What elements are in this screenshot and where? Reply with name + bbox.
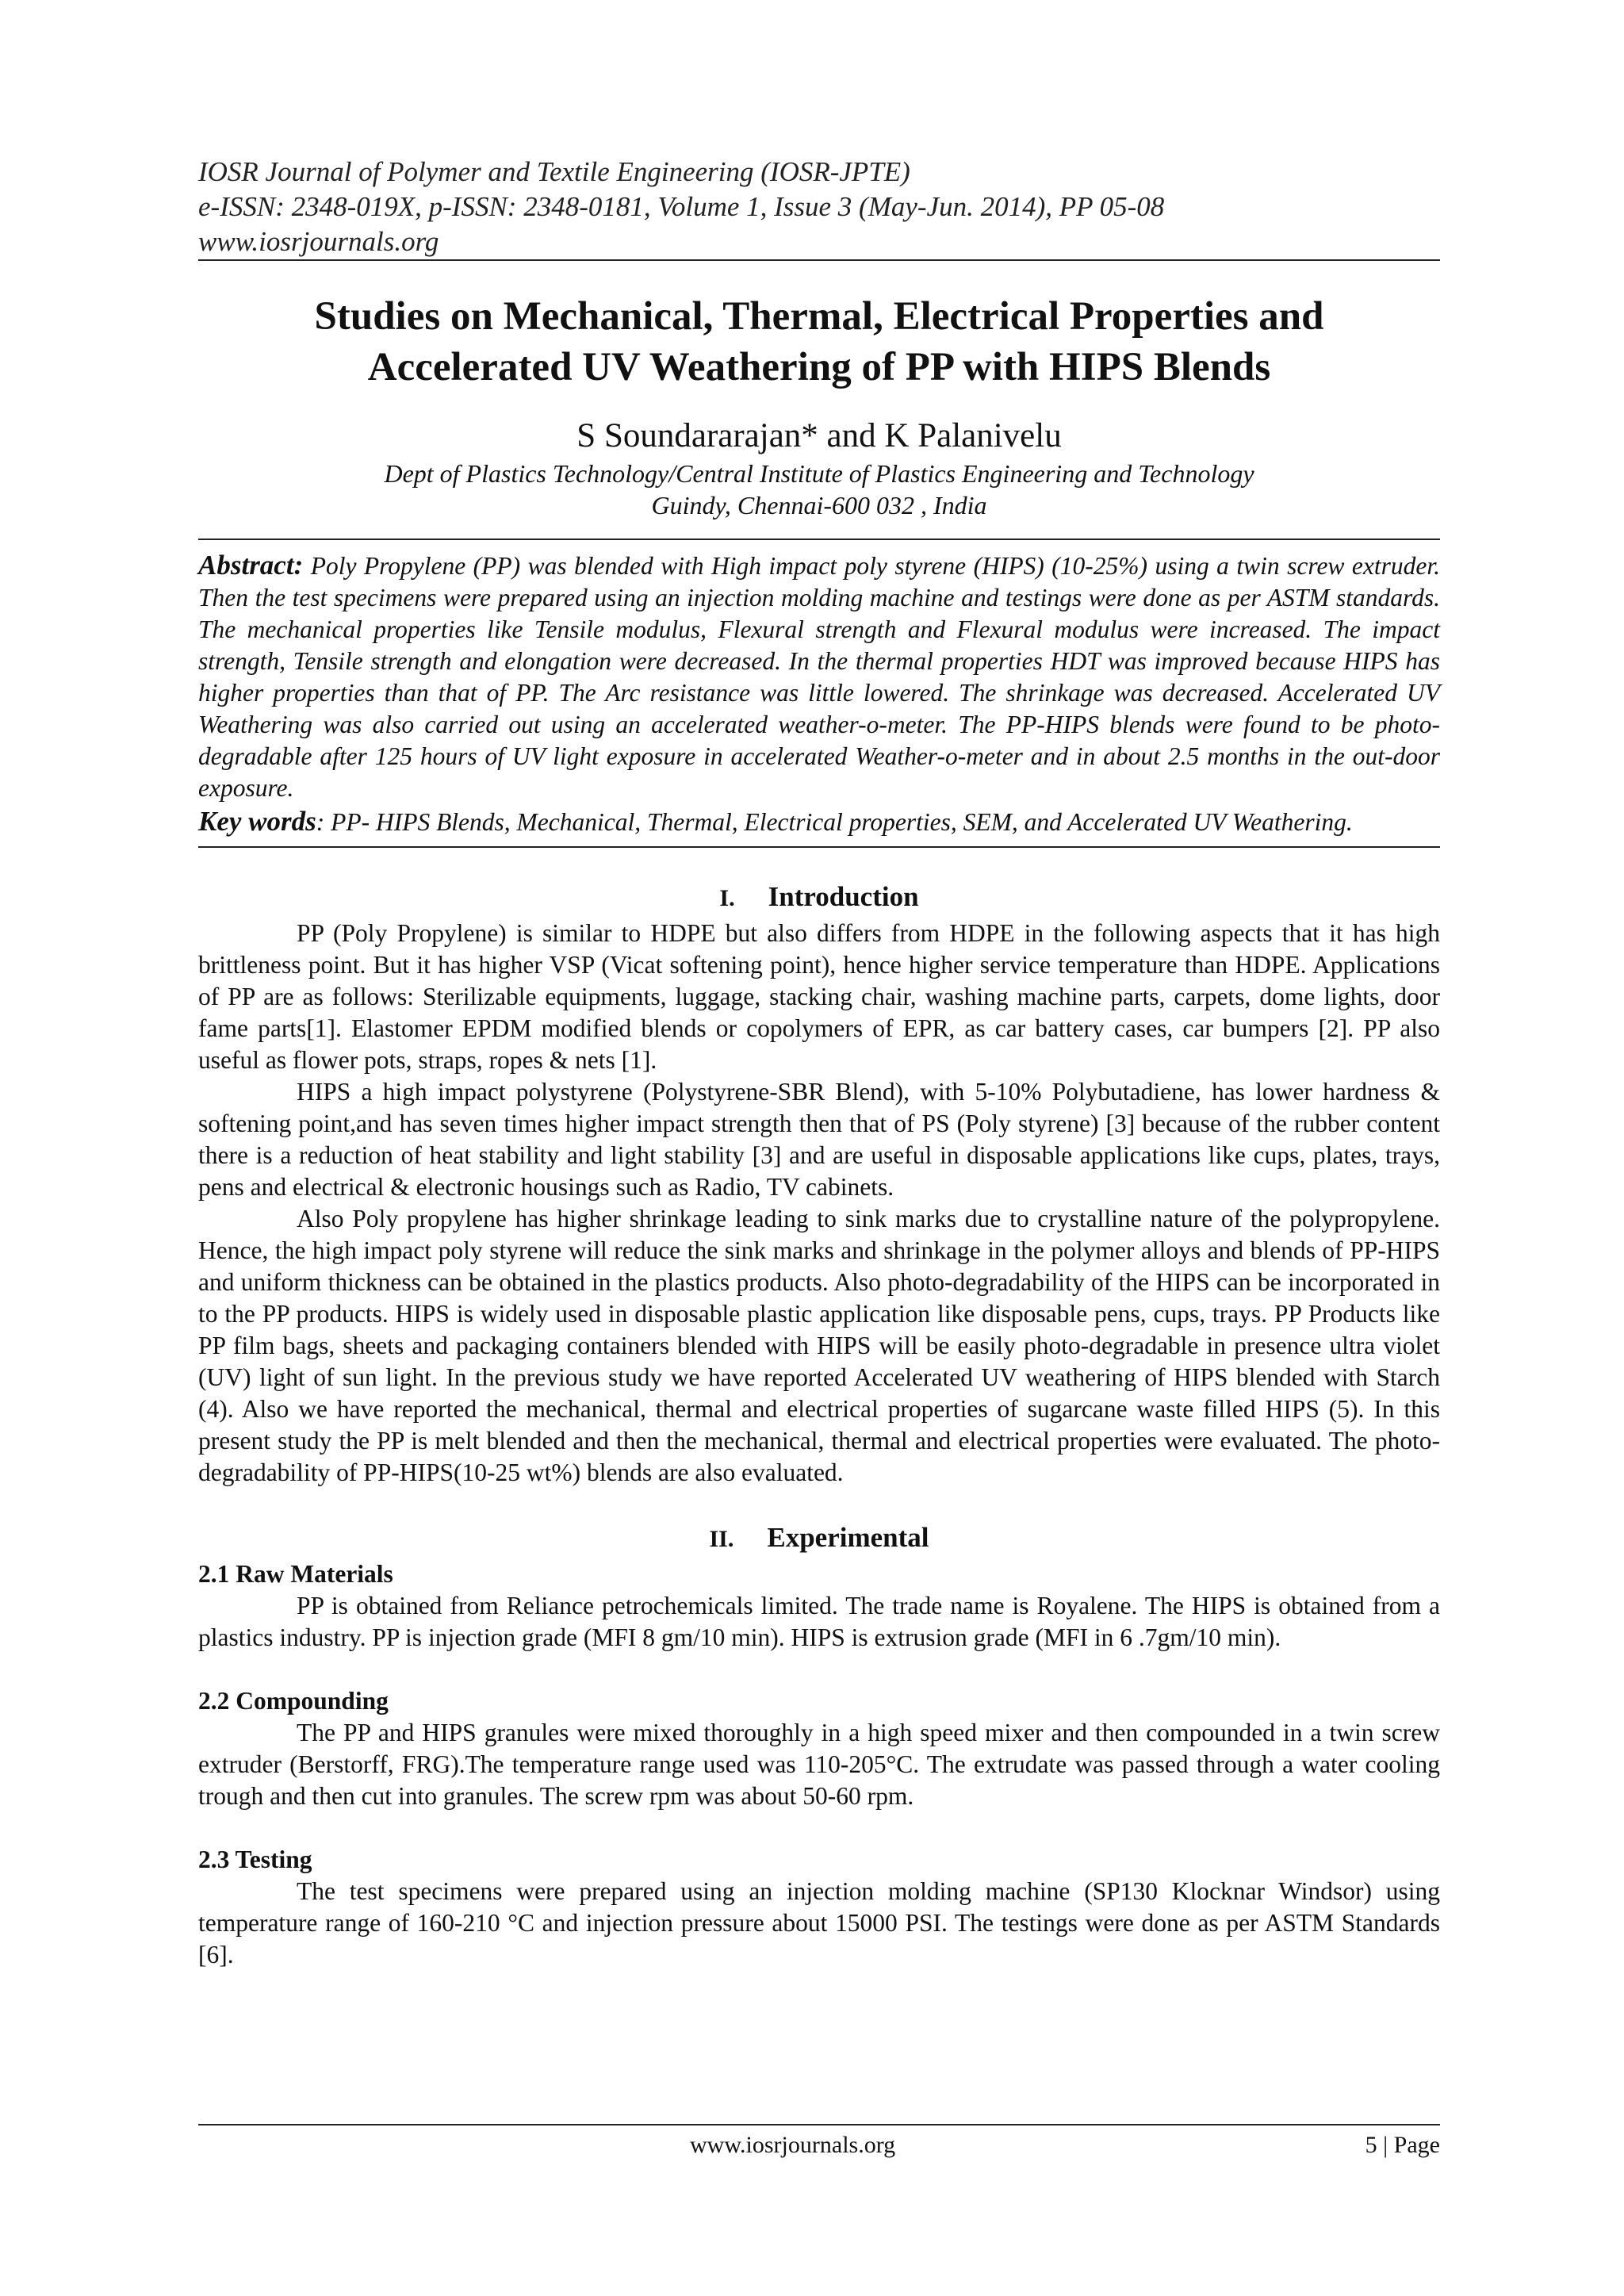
section-title: Experimental	[767, 1522, 929, 1553]
abstract-top-rule	[198, 539, 1440, 540]
abstract-text: Poly Propylene (PP) was blended with High impact poly styrene (HIPS) (10-25%) using a twin screw extruder. Then the test specimens were prepared using an injection molding machine and testings were done as per ASTM standards. The mechanical properties like Tensile modulus, Flexural strength and Flexural modulus were increased. The impact strength, Tensile strength and elongation were decreased. In the thermal properties HDT was improved because HIPS has higher properties than that of PP. The Arc resistance was little lowered. The shrinkage was decreased. Accelerated UV Weathering was also carried out using an accelerated weather-o-meter. The PP-HIPS blends were found to be photo-degradable after 125 hours of UV light exposure in accelerated Weather-o-meter and in about 2.5 months in the out-door exposure.	[198, 552, 1441, 802]
paragraph: The test specimens were prepared using an injection molding machine (SP130 Klocknar Windsor) using temperature range of 160-210 °C and injection pressure about 15000 PSI. The testings were done as per ASTM Standards [6].	[198, 1877, 1440, 1968]
page-number: 5 | Page	[1365, 2132, 1440, 2158]
section-number: I.	[719, 885, 735, 911]
paragraph: The PP and HIPS granules were mixed thoroughly in a high speed mixer and then compounded in a twin screw extruder (Berstorff, FRG).The temperature range used was 110-205°C. The extrudate was passed through a water cooling trough and then cut into granules. The screw rpm was about 50-60 rpm.	[198, 1719, 1440, 1810]
journal-name: IOSR Journal of Polymer and Textile Engineering (IOSR-JPTE)	[198, 156, 910, 187]
section-heading-introduction	[198, 880, 1440, 916]
paragraph: PP (Poly Propylene) is similar to HDPE but also differs from HDPE in the following aspects that it has high brittleness point. But it has higher VSP (Vicat softening point), hence higher service temperature than HDPE. Applications of PP are as follows: Sterilizable equipments, luggage, stacking chair, washing machine parts, carpets, dome lights, door fame parts[1]. Elastomer EPDM modified blends or copolymers of EPR, as car battery cases, car bumpers [2]. PP also useful as flower pots, straps, ropes & nets [1].	[198, 919, 1440, 1074]
footer-url: www.iosrjournals.org	[690, 2132, 896, 2158]
page-footer	[198, 2124, 1440, 2158]
paragraph: HIPS a high impact polystyrene (Polystyrene-SBR Blend), with 5-10% Polybutadiene, has lower hardness & softening point,and has seven times higher impact strength then that of PS (Poly styrene) [3] because of the rubber content there is a reduction of heat stability and light stability [3] and are useful in disposable applications like cups, plates, trays, pens and electrical & electronic housings such as Radio, TV cabinets.	[198, 1078, 1440, 1201]
authors: S Soundararajan* and K Palanivelu	[576, 417, 1062, 454]
journal-issn: e-ISSN: 2348-019X, p-ISSN: 2348-0181, Volume 1, Issue 3 (May-Jun. 2014), PP 05-08	[198, 191, 1165, 222]
spacer	[198, 1654, 1440, 1685]
keywords	[198, 806, 1440, 838]
paragraph: Also Poly propylene has higher shrinkage leading to sink marks due to crystalline nature of the polypropylene. Hence, the high impact poly styrene will reduce the sink marks and shrinkage in the polymer alloys and blends of PP-HIPS and uniform thickness can be obtained in the plastics products. Also photo-degradability of the HIPS can be incorporated in to the PP products. HIPS is widely used in disposable plastic application like disposable pens, cups, trays. PP Products like PP film bags, sheets and packaging containers blended with HIPS will be easily photo-degradable in presence ultra violet (UV) light of sun light. In the previous study we have reported Accelerated UV weathering of HIPS blended with Starch (4). Also we have reported the mechanical, thermal and electrical properties of sugarcane waste filled HIPS (5). In this present study the PP is melt blended and then the mechanical, thermal and electrical properties were evaluated. The photo- degradability of PP-HIPS(10-25 wt%) blends are also evaluated.	[198, 1205, 1440, 1486]
subsection-heading-testing: 2.3 Testing	[198, 1846, 312, 1873]
keywords-text: : PP- HIPS Blends, Mechanical, Thermal, Electrical properties, SEM, and Accelerated UV Weathering.	[316, 808, 1353, 836]
paper-title	[198, 291, 1440, 393]
section-number: II.	[709, 1526, 734, 1552]
subsection-heading-raw-materials: 2.1 Raw Materials	[198, 1560, 393, 1588]
header-rule	[198, 259, 1440, 261]
section-title: Introduction	[768, 881, 919, 912]
abstract	[198, 550, 1440, 804]
affiliation-line-1: Dept of Plastics Technology/Central Institute of Plastics Engineering and Technology	[384, 459, 1254, 488]
paper-page	[198, 155, 1440, 1971]
journal-url: www.iosrjournals.org	[198, 226, 439, 257]
title-line-2: Accelerated UV Weathering of PP with HIPS Blends	[367, 345, 1271, 389]
abstract-label: Abstract:	[198, 550, 304, 581]
paragraph: PP is obtained from Reliance petrochemicals limited. The trade name is Royalene. The HIPS is obtained from a plastics industry. PP is injection grade (MFI 8 gm/10 min). HIPS is extrusion grade (MFI in 6 .7gm/10 min).	[198, 1592, 1440, 1651]
abstract-bottom-rule	[198, 846, 1440, 848]
keywords-label: Key words	[198, 806, 316, 837]
spacer	[198, 1812, 1440, 1844]
affiliation-line-2: Guindy, Chennai-600 032 , India	[651, 491, 987, 519]
abstract-box	[198, 539, 1440, 848]
title-line-1: Studies on Mechanical, Thermal, Electrical Properties and	[314, 294, 1324, 339]
section-heading-experimental	[198, 1520, 1440, 1557]
subsection-heading-compounding: 2.2 Compounding	[198, 1687, 389, 1715]
